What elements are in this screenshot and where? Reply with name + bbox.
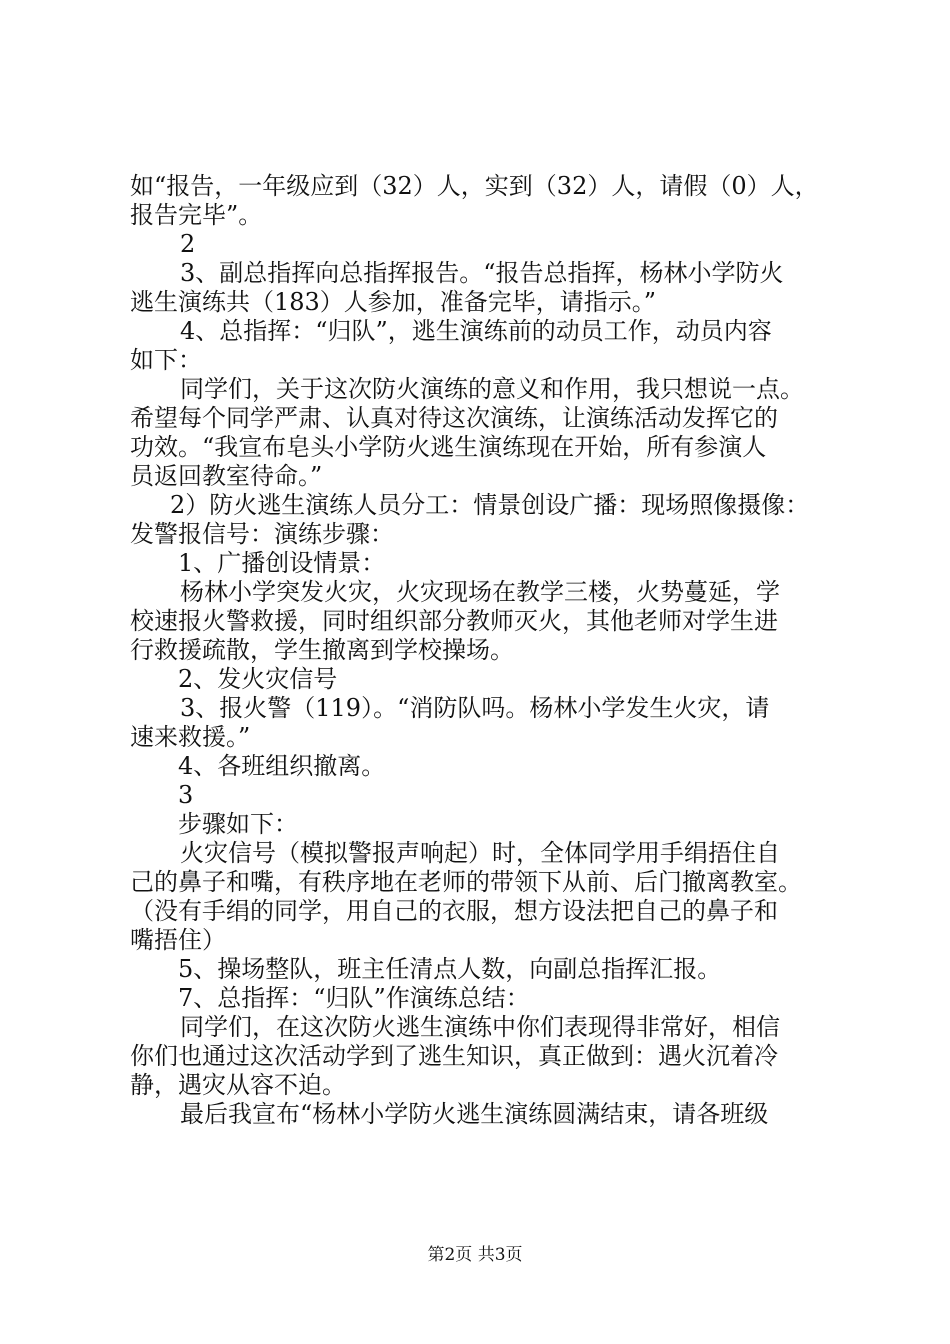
text-line: 1、广播创设情景： [178,549,386,577]
text-line: 己的鼻子和嘴，有秩序地在老师的带领下从前、后门撤离教室。 [130,868,802,896]
text-line: 静，遇灾从容不迫。 [130,1071,346,1099]
text-line: 步骤如下： [178,810,298,838]
page-footer [0,1244,950,1266]
text-line: 2、发火灾信号 [178,665,338,693]
text-line: 2）防火逃生演练人员分工：情景创设广播：现场照像摄像： [170,491,810,519]
text-line: 如“报告，一年级应到（32）人，实到（32）人，请假（0）人， [130,172,819,200]
text-line: 速来救援。” [130,723,251,751]
text-line: 火灾信号（模拟警报声响起）时，全体同学用手绢捂住自 [180,839,780,867]
text-line: 同学们，关于这次防火演练的意义和作用，我只想说一点。 [180,375,804,403]
text-line: 2 [180,230,196,258]
text-line: 你们也通过这次活动学到了逃生知识，真正做到：遇火沉着冷 [130,1042,778,1070]
text-line: 如下： [130,346,202,374]
page-number-label: 第2页 共3页 [427,1245,523,1265]
text-line: 校速报火警救援，同时组织部分教师灭火，其他老师对学生进 [130,607,778,635]
text-line: 5、操场整队，班主任清点人数，向副总指挥汇报。 [178,955,722,983]
text-line: 最后我宣布“杨林小学防火逃生演练圆满结束，请各班级 [180,1100,769,1128]
text-line: 4、总指挥：“归队”，逃生演练前的动员工作，动员内容 [180,317,772,345]
text-line: 报告完毕”。 [130,201,263,229]
text-line: 4、各班组织撤离。 [178,752,386,780]
text-line: 同学们，在这次防火逃生演练中你们表现得非常好，相信 [180,1013,780,1041]
text-line: 3 [178,781,194,809]
text-line: 7、总指挥：“归队”作演练总结： [178,984,530,1012]
document-body [130,172,830,1129]
text-line: 功效。“我宣布皂头小学防火逃生演练现在开始，所有参演人 [130,433,767,461]
text-line: 希望每个同学严肃、认真对待这次演练，让演练活动发挥它的 [130,404,778,432]
text-line: 逃生演练共（183）人参加，准备完毕，请指示。” [130,288,657,316]
text-line: （没有手绢的同学，用自己的衣服，想方设法把自己的鼻子和 [130,897,778,925]
text-line: 杨林小学突发火灾，火灾现场在教学三楼，火势蔓延，学 [180,578,780,606]
text-line: 发警报信号：演练步骤： [130,520,394,548]
text-line: 3、报火警（119）。“消防队吗。杨林小学发生火灾，请 [180,694,770,722]
text-line: 员返回教室待命。” [130,462,323,490]
text-line: 3、副总指挥向总指挥报告。“报告总指挥，杨林小学防火 [180,259,784,287]
text-line: 嘴捂住） [130,926,226,954]
text-line: 行救援疏散，学生撤离到学校操场。 [130,636,514,664]
